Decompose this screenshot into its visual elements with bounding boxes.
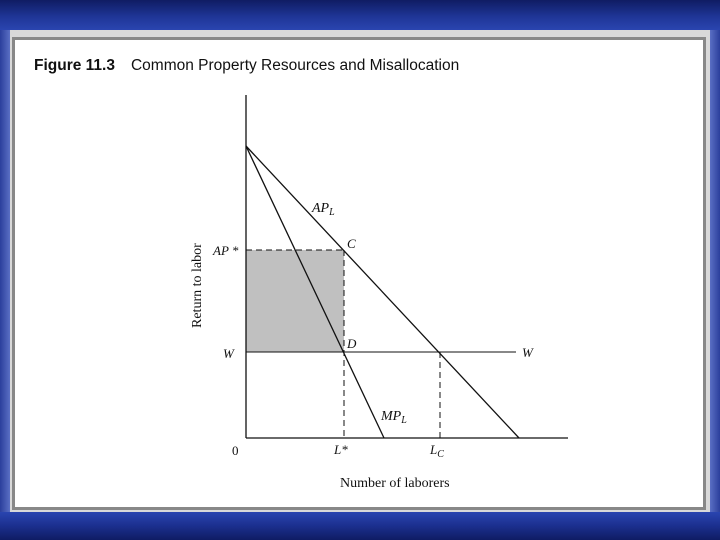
point-c-label: C (347, 236, 356, 251)
point-d-label: D (347, 336, 357, 351)
mp-curve-label-sub: L (401, 415, 407, 426)
origin-label: 0 (232, 443, 239, 458)
ap-curve-label-main: AP (312, 201, 330, 216)
ap-curve-label-sub: L (329, 207, 335, 218)
ap-star-label: AP * (213, 243, 239, 258)
shaded-rent-area (246, 250, 344, 352)
y-axis-label: Return to labor (190, 243, 205, 328)
wage-label-right: W (522, 345, 533, 360)
x-axis-label: Number of laborers (340, 476, 450, 491)
mp-curve-label-main: MP (381, 409, 402, 424)
l-star-label: L* (334, 442, 348, 457)
wage-label-left: W (223, 346, 234, 361)
figure-caption: Common Property Resources and Misallocation (130, 57, 460, 74)
figure-number: Figure 11.3 (34, 57, 115, 74)
l-c-label-main: L (430, 442, 438, 457)
l-c-label-sub: C (437, 449, 444, 460)
l-c-label (429, 442, 444, 460)
ap-curve-label (311, 201, 335, 218)
mp-curve-label (380, 409, 407, 426)
